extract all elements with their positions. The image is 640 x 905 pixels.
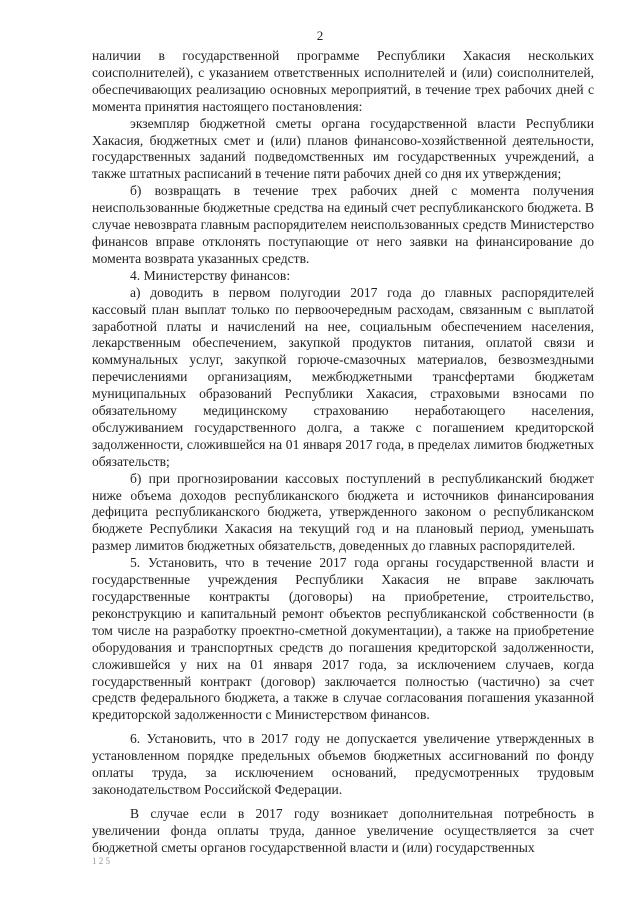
paragraph-continuation: наличии в государственной программе Республики Хакасия нескольких соисполнителей), с указанием ответственных исполнителей и (или) соисполнителей, обеспечивающих реализацию основных мероприятий, в течение трех рабочих дней с момента принятия настоящего постановления: — [92, 48, 594, 114]
paragraph-4-heading: 4. Министерству финансов: — [130, 267, 291, 283]
document-body — [92, 48, 594, 857]
paragraph-budget-estimate: экземпляр бюджетной сметы органа государственной власти Республики Хакасия, бюджетных смет и (или) планов финансово-хозяйственной деятельности, государственных заданий подведомственных им государственных учреждений, а также штатных расписаний в течение пяти рабочих дней со дня их утверждения; — [92, 115, 594, 182]
footer-mark: 1 2 5 — [92, 856, 110, 866]
page-number: 2 — [316, 28, 324, 43]
paragraph-5-contracts: 5. Установить, что в течение 2017 года органы государственной власти и государственные учреждения Республики Хакасия не вправе заключать государственные контракты (договоры) на приобретение, строительство, реконструкцию и капитальный ремонт объектов республиканской собственности (в том числе на разработку проектно-сметной документации), а также на приобретение оборудования и транспортных средств до погашения кредиторской задолженности, сложившейся у них на 01 января 2017 года, за исключением случаев, когда государственный контракт (договор) заключается полностью (частично) за счет средств федерального бюджета, а также в случае согласования погашения указанной кредиторской задолженности с Министерством финансов. — [92, 555, 594, 723]
paragraph-4b-forecasting: б) при прогнозировании кассовых поступлений в республиканский бюджет ниже объема доходов республиканского бюджета и источников финансирования дефицита республиканского бюджета, утвержденного законом о республиканском бюджете Республики Хакасия на текущий год и на плановый период, уменьшать размер лимитов бюджетных обязательств, доведенных до главных распорядителей. — [92, 470, 594, 554]
paragraph-6-payroll: 6. Установить, что в 2017 году не допускается увеличение утвержденных в установленном порядке предельных объемов бюджетных ассигнований по фонду оплаты труда, за исключением оснований, предусмотренных трудовым законодательством Российской Федерации. — [92, 731, 594, 797]
paragraph-4a-cash-plan: а) доводить в первом полугодии 2017 года до главных распорядителей кассовый план выплат только по первоочередным расходам, связанным с выплатой заработной платы и начислений на нее, социальным обеспечением населения, лекарственным обеспечением, закупкой продуктов питания, оплатой связи и коммунальных услуг, закупкой горюче-смазочных материалов, безвозмездными перечислениями организациям, межбюджетными трансфертами бюджетам муниципальных образований Республики Хакасия, страховыми взносами по обязательному медицинскому страхованию неработающего населения, обслуживанием государственного долга, а также с погашением кредиторской задолженности, сложившейся на 01 января 2017 года, в пределах лимитов бюджетных обязательств; — [92, 284, 594, 469]
paragraph-additional-need: В случае если в 2017 году возникает дополнительная потребность в увеличении фонда оплаты труда, данное увеличение осуществляется за счет бюджетной сметы органов государственной власти и (или) государственных — [92, 805, 594, 855]
paragraph-3b-return-funds: б) возвращать в течение трех рабочих дней с момента получения неиспользованные бюджетные средства на единый счет республиканского бюджета. В случае невозврата главным распорядителем неиспользованных средств Министерство финансов вправе отклонять поступающие от него заявки на финансирование до момента возврата указанных средств. — [92, 183, 594, 266]
